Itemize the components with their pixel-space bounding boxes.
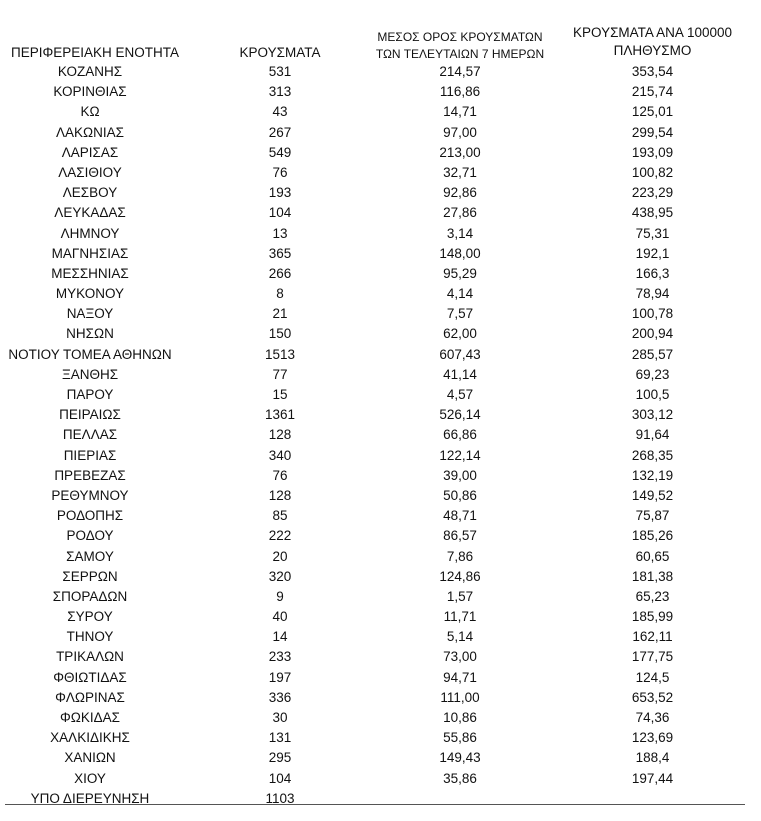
cases-cell: 531 <box>268 64 292 79</box>
avg-7day-cell: 7,57 <box>446 306 474 322</box>
cases-cell: 8 <box>276 286 284 302</box>
region-cell: ΠΙΕΡΙΑΣ <box>63 447 117 463</box>
cases-cell: 21 <box>272 306 288 322</box>
per-100k-cell: 197,44 <box>631 770 674 786</box>
cases-cell: 549 <box>268 144 292 160</box>
region-cell: ΝΑΞΟΥ <box>66 306 114 322</box>
avg-7day-cell: 7,86 <box>446 548 474 564</box>
avg-7day-cell: 97,00 <box>443 124 477 140</box>
region-cell: ΣΑΜΟΥ <box>66 548 114 564</box>
per-100k-cell: 268,35 <box>631 447 674 463</box>
avg-7day-cell: 48,71 <box>443 508 477 524</box>
avg-7day-cell: 94,71 <box>443 669 477 685</box>
per-100k-cell: 193,09 <box>631 144 674 160</box>
table-body <box>0 62 761 809</box>
region-cell: ΛΑΡΙΣΑΣ <box>61 144 119 160</box>
cases-cell: 1103 <box>265 790 295 806</box>
cases-cell: 104 <box>268 770 292 786</box>
avg-7day-cell: 148,00 <box>439 245 481 261</box>
region-cell: ΡΟΔΟΠΗΣ <box>56 508 124 524</box>
per-100k-cell: 653,52 <box>631 689 674 705</box>
cases-cell: 197 <box>268 669 292 685</box>
per-100k-cell: 438,95 <box>631 205 674 221</box>
avg-7day-cell: 55,86 <box>443 730 477 746</box>
per-100k-cell: 132,19 <box>631 467 674 483</box>
avg-7day-cell: 95,29 <box>443 265 477 281</box>
cases-cell: 85 <box>272 508 288 524</box>
per-100k-cell: 200,94 <box>631 326 674 342</box>
table-row <box>0 284 761 304</box>
cases-cell: 365 <box>268 245 292 261</box>
table-row <box>0 547 761 567</box>
cases-cell: 30 <box>272 710 288 725</box>
avg-7day-cell: 124,86 <box>439 568 481 584</box>
cases-cell: 40 <box>272 609 288 625</box>
table-row <box>0 567 761 587</box>
table-row <box>0 789 761 809</box>
avg-7day-cell: 50,86 <box>443 487 477 503</box>
region-cell: ΠΕΙΡΑΙΩΣ <box>59 407 121 423</box>
table-row <box>0 506 761 526</box>
region-cell: ΝΟΤΙΟΥ ΤΟΜΕΑ ΑΘΗΝΩΝ <box>8 346 172 362</box>
region-cell: ΣΥΡΟΥ <box>67 609 113 625</box>
per-100k-cell: 100,78 <box>631 306 674 322</box>
table-bottom-rule <box>5 804 745 805</box>
table-header <box>0 0 761 62</box>
avg-7day-cell: 214,57 <box>439 64 481 79</box>
table-row <box>0 244 761 264</box>
avg-7day-cell: 86,57 <box>443 528 477 544</box>
per-100k-cell: 100,5 <box>635 387 670 402</box>
cases-cell: 77 <box>272 366 288 382</box>
column-header-cases-per-100k-line1: ΚΡΟΥΣΜΑΤΑ ΑΝΑ 100000 <box>573 25 732 40</box>
region-cell: ΡΟΔΟΥ <box>66 528 114 544</box>
table-row <box>0 708 761 728</box>
region-cell: ΣΠΟΡΑΔΩΝ <box>52 588 128 604</box>
cases-cell: 1361 <box>264 407 296 423</box>
per-100k-cell: 299,54 <box>631 124 674 140</box>
table-row <box>0 728 761 748</box>
per-100k-cell: 353,54 <box>631 64 674 79</box>
column-header-7day-average-line1: ΜΕΣΟΣ ΟΡΟΣ ΚΡΟΥΣΜΑΤΩΝ <box>377 30 543 44</box>
cases-cell: 131 <box>268 730 292 746</box>
table-row <box>0 405 761 425</box>
table-row <box>0 102 761 122</box>
per-100k-cell: 75,31 <box>635 225 670 241</box>
per-100k-cell: 188,4 <box>635 750 670 766</box>
table-row <box>0 123 761 143</box>
avg-7day-cell: 39,00 <box>443 467 477 483</box>
per-100k-cell: 91,64 <box>635 427 670 443</box>
avg-7day-cell: 4,57 <box>446 387 474 402</box>
table-row <box>0 62 761 82</box>
cases-cell: 104 <box>268 205 292 221</box>
cases-cell: 295 <box>268 750 292 766</box>
avg-7day-cell: 122,14 <box>439 447 481 463</box>
cases-cell: 43 <box>272 104 288 120</box>
avg-7day-cell: 1,57 <box>446 588 474 604</box>
per-100k-cell: 69,23 <box>635 366 670 382</box>
region-cell: ΛΗΜΝΟΥ <box>60 225 120 241</box>
per-100k-cell: 285,57 <box>631 346 674 362</box>
region-cell: ΚΟΡΙΝΘΙΑΣ <box>53 84 127 100</box>
region-cell: ΧΙΟΥ <box>74 770 106 786</box>
cases-cell: 340 <box>268 447 292 463</box>
region-cell: ΞΑΝΘΗΣ <box>61 366 119 382</box>
cases-cell: 128 <box>268 487 292 503</box>
region-cell: ΥΠΟ ΔΙΕΡΕΥΝΗΣΗ <box>30 790 150 806</box>
table-row <box>0 587 761 607</box>
per-100k-cell: 303,12 <box>631 407 674 423</box>
cases-cell: 267 <box>268 124 292 140</box>
region-cell: ΛΕΥΚΑΔΑΣ <box>54 205 126 221</box>
column-header-cases-per-100k-line2: ΠΛΗΘΥΣΜΟ <box>613 43 692 58</box>
table-row <box>0 143 761 163</box>
region-cell: ΚΩ <box>80 104 100 120</box>
region-cell: ΝΗΣΩΝ <box>66 326 114 342</box>
cases-cell: 13 <box>272 225 288 241</box>
table-row <box>0 345 761 365</box>
table-row <box>0 203 761 223</box>
table-row <box>0 647 761 667</box>
region-cell: ΦΛΩΡΙΝΑΣ <box>55 689 125 705</box>
avg-7day-cell: 27,86 <box>443 205 477 221</box>
per-100k-cell: 149,52 <box>631 487 674 503</box>
region-cell: ΤΗΝΟΥ <box>66 629 114 645</box>
table-row <box>0 324 761 344</box>
per-100k-cell: 124,5 <box>635 669 670 685</box>
column-header-cases-per-100k <box>560 24 745 60</box>
region-cell: ΚΟΖΑΝΗΣ <box>57 64 123 79</box>
cases-cell: 1513 <box>264 346 296 362</box>
per-100k-cell: 74,36 <box>635 710 670 725</box>
avg-7day-cell: 66,86 <box>443 427 477 443</box>
avg-7day-cell: 3,14 <box>446 225 474 241</box>
table-row <box>0 82 761 102</box>
table-row <box>0 688 761 708</box>
per-100k-cell: 78,94 <box>635 286 670 302</box>
per-100k-cell: 125,01 <box>631 104 674 120</box>
table-row <box>0 668 761 688</box>
cases-cell: 14 <box>272 629 288 645</box>
table-row <box>0 748 761 768</box>
table-row <box>0 446 761 466</box>
avg-7day-cell: 607,43 <box>439 346 481 362</box>
avg-7day-cell: 35,86 <box>443 770 477 786</box>
region-cell: ΜΑΓΝΗΣΙΑΣ <box>51 245 129 261</box>
region-cell: ΜΕΣΣΗΝΙΑΣ <box>51 265 129 281</box>
cases-cell: 128 <box>268 427 292 443</box>
avg-7day-cell: 213,00 <box>439 144 481 160</box>
region-cell: ΠΡΕΒΕΖΑΣ <box>54 467 126 483</box>
region-cell: ΦΩΚΙΔΑΣ <box>60 710 120 725</box>
avg-7day-cell: 32,71 <box>443 164 477 180</box>
cases-cell: 150 <box>268 326 292 342</box>
table-row <box>0 304 761 324</box>
avg-7day-cell: 4,14 <box>446 286 474 302</box>
per-100k-cell: 192,1 <box>635 245 670 261</box>
region-cell: ΧΑΝΙΩΝ <box>64 750 116 766</box>
avg-7day-cell: 116,86 <box>439 84 481 100</box>
cases-cell: 313 <box>268 84 292 100</box>
per-100k-cell: 223,29 <box>631 185 674 201</box>
table-row <box>0 425 761 445</box>
table-row <box>0 385 761 405</box>
table-row <box>0 224 761 244</box>
avg-7day-cell: 62,00 <box>443 326 477 342</box>
avg-7day-cell: 149,43 <box>439 750 481 766</box>
region-cell: ΠΑΡΟΥ <box>66 387 114 402</box>
cases-cell: 193 <box>268 185 292 201</box>
per-100k-cell: 215,74 <box>631 84 674 100</box>
avg-7day-cell: 92,86 <box>443 185 477 201</box>
per-100k-cell: 100,82 <box>631 164 674 180</box>
per-100k-cell: 123,69 <box>631 730 674 746</box>
region-cell: ΛΕΣΒΟΥ <box>62 185 118 201</box>
cases-cell: 336 <box>268 689 292 705</box>
table-row <box>0 769 761 789</box>
avg-7day-cell: 10,86 <box>443 710 477 725</box>
avg-7day-cell: 73,00 <box>443 649 477 665</box>
table-row <box>0 264 761 284</box>
region-cell: ΛΑΚΩΝΙΑΣ <box>56 124 124 140</box>
cases-cell: 76 <box>272 164 288 180</box>
per-100k-cell: 185,26 <box>631 528 674 544</box>
per-100k-cell: 181,38 <box>631 568 674 584</box>
per-100k-cell: 60,65 <box>635 548 670 564</box>
region-cell: ΣΕΡΡΩΝ <box>62 568 118 584</box>
region-cell: ΠΕΛΛΑΣ <box>62 427 118 443</box>
table-row <box>0 163 761 183</box>
cases-cell: 9 <box>276 588 284 604</box>
column-header-7day-average-line2: ΤΩΝ ΤΕΛΕΥΤΑΙΩΝ 7 ΗΜΕΡΩΝ <box>375 47 545 61</box>
region-cell: ΦΘΙΩΤΙΔΑΣ <box>53 669 127 685</box>
table-row <box>0 466 761 486</box>
avg-7day-cell: 5,14 <box>446 629 474 645</box>
region-cell: ΛΑΣΙΘΙΟΥ <box>58 164 122 180</box>
cases-cell: 320 <box>268 568 292 584</box>
cases-cell: 233 <box>268 649 292 665</box>
region-cell: ΤΡΙΚΑΛΩΝ <box>56 649 124 665</box>
avg-7day-cell: 111,00 <box>440 689 480 705</box>
table-row <box>0 526 761 546</box>
avg-7day-cell: 14,71 <box>443 104 477 120</box>
cases-cell: 76 <box>272 467 288 483</box>
table-row <box>0 607 761 627</box>
column-header-region: ΠΕΡΙΦΕΡΕΙΑΚΗ ΕΝΟΤΗΤΑ <box>10 45 180 60</box>
table-row <box>0 183 761 203</box>
per-100k-cell: 185,99 <box>631 609 674 625</box>
table-row <box>0 365 761 385</box>
per-100k-cell: 177,75 <box>631 649 674 665</box>
avg-7day-cell: 11,71 <box>443 609 477 625</box>
cases-cell: 15 <box>272 387 288 402</box>
cases-cell: 222 <box>268 528 292 544</box>
region-cell: ΧΑΛΚΙΔΙΚΗΣ <box>50 730 130 746</box>
table-row <box>0 486 761 506</box>
cases-cell: 266 <box>268 265 292 281</box>
per-100k-cell: 75,87 <box>635 508 670 524</box>
avg-7day-cell: 41,14 <box>443 366 477 382</box>
column-header-cases: ΚΡΟΥΣΜΑΤΑ <box>239 45 321 60</box>
per-100k-cell: 166,3 <box>635 265 670 281</box>
region-cell: ΡΕΘΥΜΝΟΥ <box>51 487 129 503</box>
table-row <box>0 627 761 647</box>
column-header-7day-average <box>365 29 555 63</box>
per-100k-cell: 65,23 <box>635 588 670 604</box>
avg-7day-cell: 526,14 <box>439 407 481 423</box>
cases-cell: 20 <box>272 548 288 564</box>
region-cell: ΜΥΚΟΝΟΥ <box>55 286 125 302</box>
per-100k-cell: 162,11 <box>632 629 673 645</box>
